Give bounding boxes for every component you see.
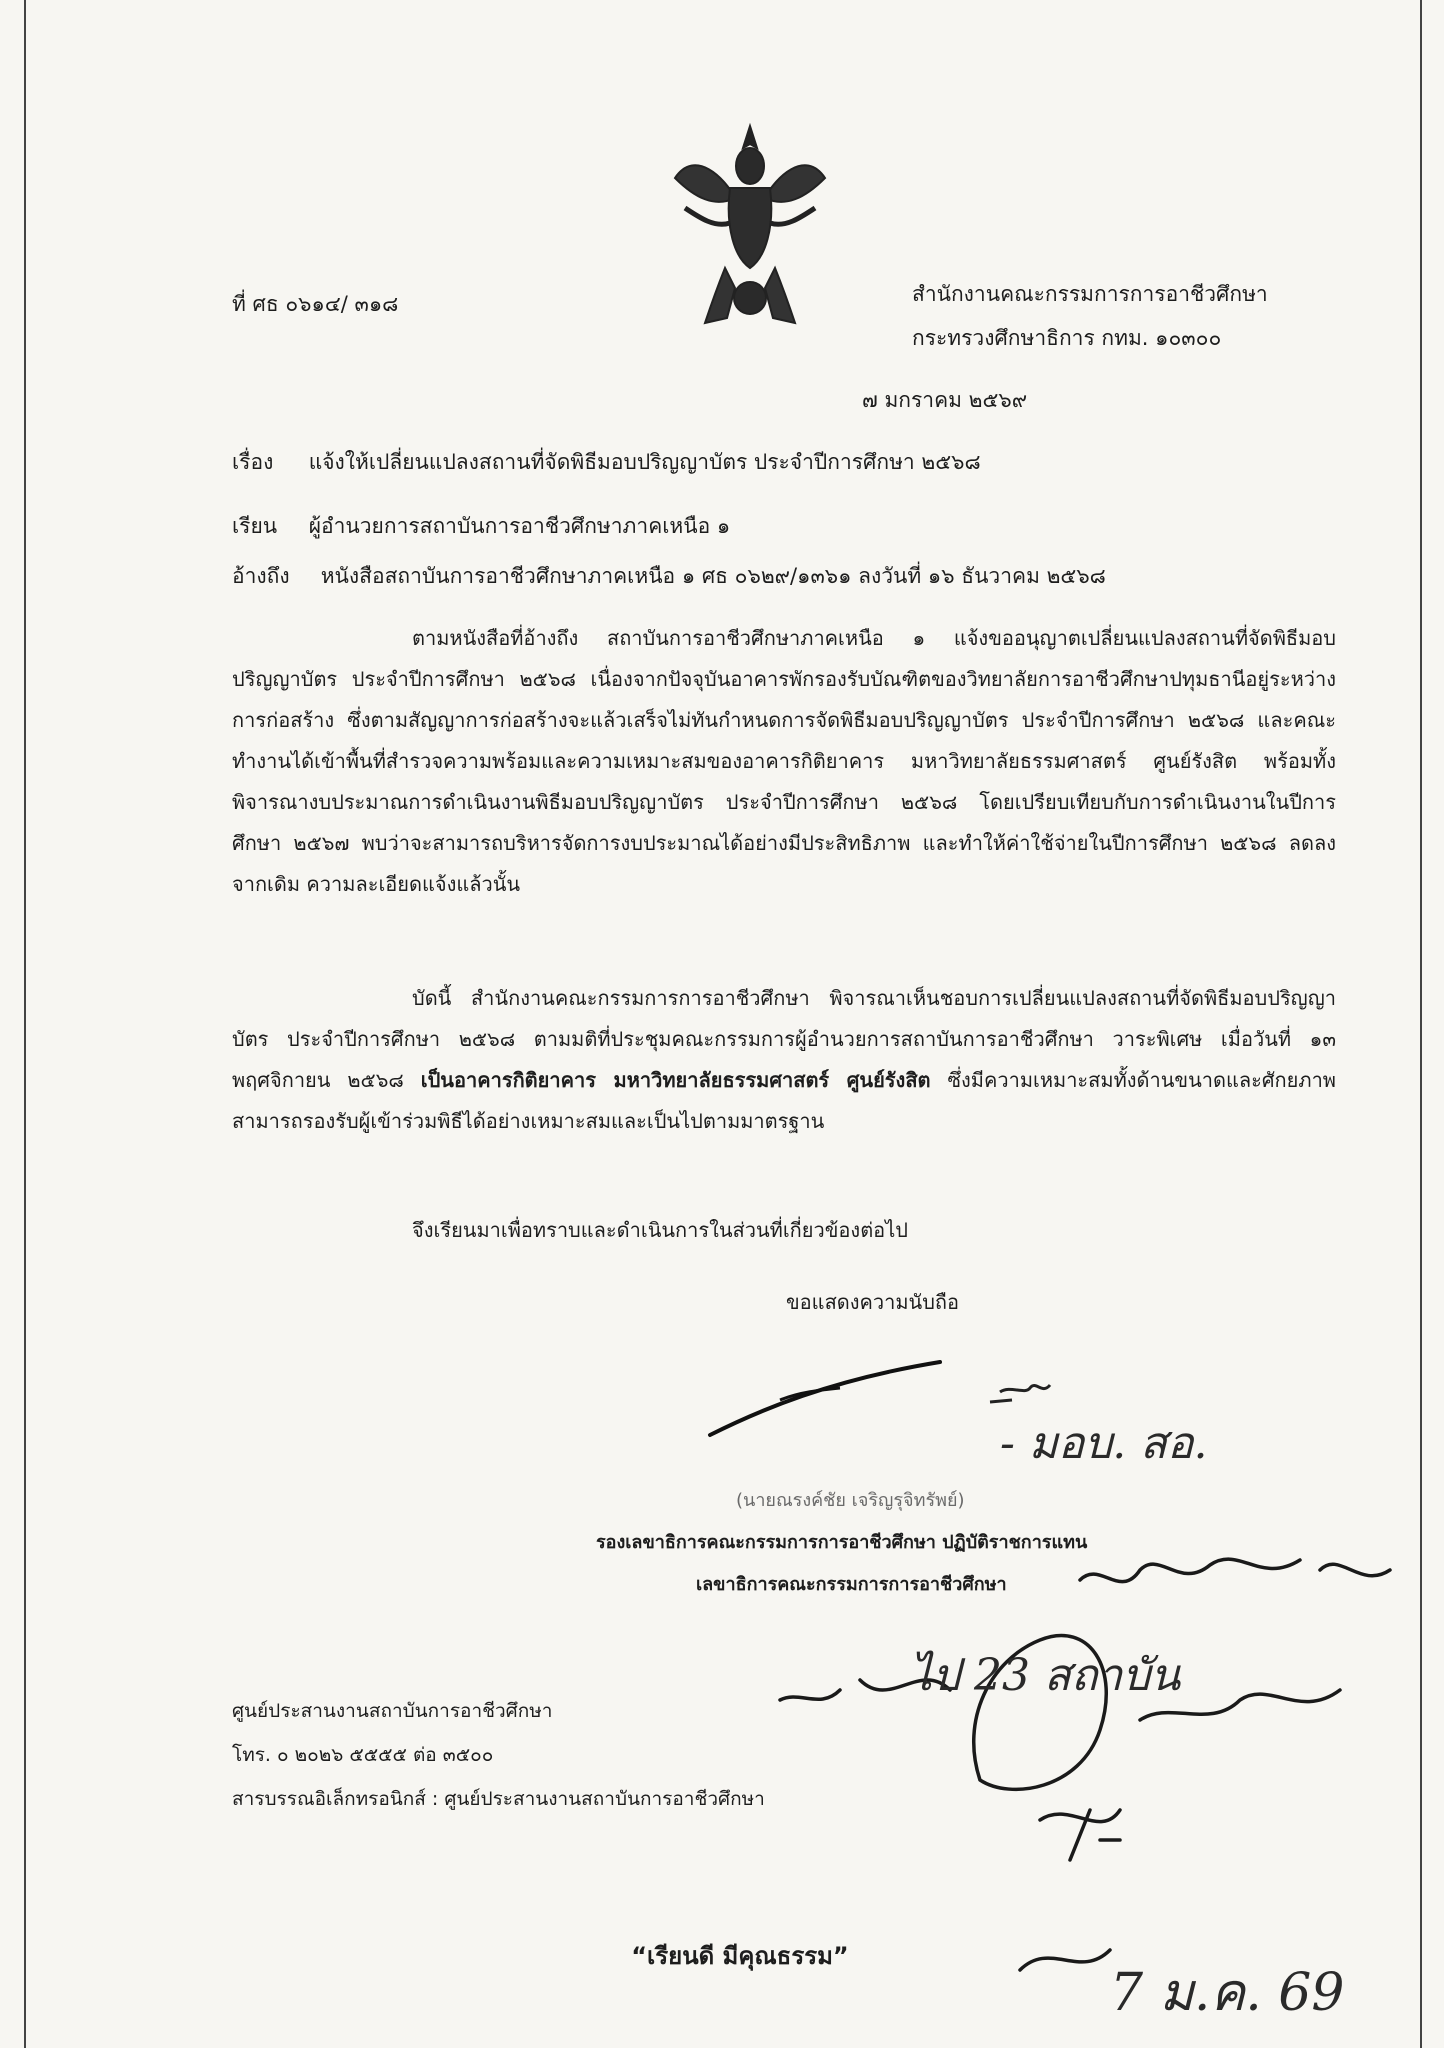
letter-date: ๗ มกราคม ๒๕๖๙ bbox=[862, 388, 1028, 412]
agency-line-2: กระทรวงศึกษาธิการ กทม. ๑๐๓๐๐ bbox=[912, 326, 1222, 350]
doc-number: ที่ ศธ ๐๖๑๔/ ๓๑๘ bbox=[232, 292, 399, 316]
scan-right-edge bbox=[1420, 0, 1422, 2048]
regards: ขอแสดงความนับถือ bbox=[786, 1290, 960, 1314]
handwritten-note-3: 7 ม.ค. 69 bbox=[1110, 1963, 1345, 2023]
paragraph-2-text-a: บัดนี้ สำนักงานคณะกรรมการการอาชีวศึกษา พิจารณาเห็นชอบการเปลี่ยนแปลงสถานที่จัดพิธีมอบปริญญาบัตร ประจำปีการศึกษา ๒๕๖๘ ตามมติที่ประชุมคณะกรรมการผู้อำนวยการสถาบันการอาชีวศึกษา วาระพิเศษ เมื่อวันที่ ๑๓ พฤศจิกายน ๒๕๖๘ bbox=[232, 986, 1336, 1092]
contact-email: สารบรรณอิเล็กทรอนิกส์ : ศูนย์ประสานงานสถาบันการอาชีวศึกษา bbox=[232, 1788, 765, 1810]
reference-line bbox=[232, 564, 1106, 589]
recipient-label: เรียน bbox=[232, 514, 278, 538]
motto: “เรียนดี มีคุณธรรม” bbox=[631, 1942, 849, 1970]
signatory-position-2: เลขาธิการคณะกรรมการการอาชีวศึกษา bbox=[696, 1574, 1007, 1595]
closing-line: จึงเรียนมาเพื่อทราบและดำเนินการในส่วนที่เกี่ยวข้องต่อไป bbox=[412, 1218, 908, 1242]
signatory-position-1: รองเลขาธิการคณะกรรมการการอาชีวศึกษา ปฏิบัติราชการแทน bbox=[596, 1532, 1088, 1553]
body-paragraph-1: ตามหนังสือที่อ้างถึง สถาบันการอาชีวศึกษาภาคเหนือ ๑ แจ้งขออนุญาตเปลี่ยนแปลงสถานที่จัดพิธีมอบปริญญาบัตร ประจำปีการศึกษา ๒๕๖๘ เนื่องจากปัจจุบันอาคารพักรองรับบัณฑิตของวิทยาลัยการอาชีวศึกษาปทุมธานีอยู่ระหว่างการก่อสร้าง ซึ่งตามสัญญาการก่อสร้างจะแล้วเสร็จไม่ทันกำหนดการจัดพิธีมอบปริญญาบัตร ประจำปีการศึกษา ๒๕๖๘ และคณะทำงานได้เข้าพื้นที่สำรวจความพร้อมและความเหมาะสมของอาคารกิติยาคาร มหาวิทยาลัยธรรมศาสตร์ ศูนย์รังสิต พร้อมทั้งพิจารณางบประมาณการดำเนินงานพิธีมอบปริญญาบัตร ประจำปีการศึกษา ๒๕๖๘ โดยเปรียบเทียบกับการดำเนินงานในปีการศึกษา ๒๕๖๗ พบว่าจะสามารถบริหารจัดการงบประมาณได้อย่างมีประสิทธิภาพ และทำให้ค่าใช้จ่ายในปีการศึกษา ๒๕๖๘ ลดลงจากเดิม ความละเอียดแจ้งแล้วนั้น bbox=[232, 626, 1336, 896]
recipient-line bbox=[232, 514, 730, 539]
paragraph-2-venue: เป็นอาคารกิติยาคาร มหาวิทยาลัยธรรมศาสตร์ ศูนย์รังสิต bbox=[420, 1068, 931, 1092]
handwritten-note-2: ไป 23 สถาบัน bbox=[910, 1650, 1181, 1701]
subject-text: แจ้งให้เปลี่ยนแปลงสถานที่จัดพิธีมอบปริญญาบัตร ประจำปีการศึกษา ๒๕๖๘ bbox=[308, 450, 981, 474]
scan-left-edge bbox=[24, 0, 26, 2048]
garuda-emblem bbox=[655, 118, 845, 330]
recipient-text: ผู้อำนวยการสถาบันการอาชีวศึกษาภาคเหนือ ๑ bbox=[308, 514, 731, 538]
contact-unit: ศูนย์ประสานงานสถาบันการอาชีวศึกษา bbox=[232, 1700, 553, 1722]
contact-phone: โทร. ๐ ๒๐๒๖ ๕๕๕๕ ต่อ ๓๕๐๐ bbox=[232, 1744, 494, 1766]
paragraph-2-text-b: ซึ่งมีความเหมาะสมทั้งด้านขนาดและศักยภาพ สามารถรองรับผู้เข้าร่วมพิธีได้อย่างเหมาะสมและเป็นไปตามมาตรฐาน bbox=[232, 1068, 1336, 1133]
body-paragraph-2 bbox=[232, 978, 1336, 1142]
signatory-name: (นายณรงค์ชัย เจริญรุจิทรัพย์) bbox=[736, 1490, 965, 1511]
agency-line-1: สำนักงานคณะกรรมการการอาชีวศึกษา bbox=[912, 282, 1268, 306]
reference-label: อ้างถึง bbox=[232, 564, 290, 588]
subject-label: เรื่อง bbox=[232, 450, 274, 474]
handwritten-note-1: - มอบ. สอ. bbox=[1000, 1418, 1208, 1469]
reference-text: หนังสือสถาบันการอาชีวศึกษาภาคเหนือ ๑ ศธ ๐๖๒๙/๑๓๖๑ ลงวันที่ ๑๖ ธันวาคม ๒๕๖๘ bbox=[320, 564, 1106, 588]
subject-line bbox=[232, 450, 981, 475]
